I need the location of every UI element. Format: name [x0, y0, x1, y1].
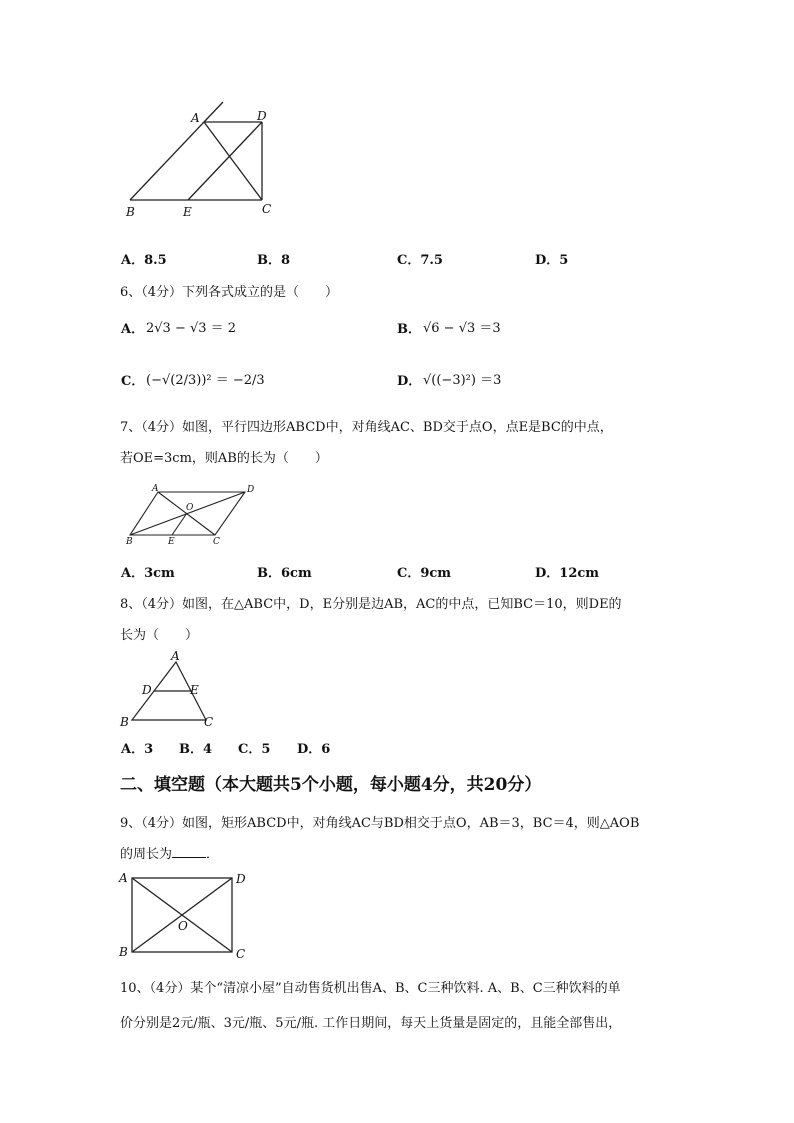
- q8-label-D: D: [142, 683, 152, 697]
- q8-label-A: A: [171, 649, 180, 663]
- q7-label-O: O: [186, 503, 194, 513]
- q7-label-E: E: [168, 537, 175, 547]
- q7-option-d: D．12cm: [535, 566, 600, 581]
- q7-option-a: A．3cm: [121, 566, 175, 581]
- q6-option-c-expr: (−√(2/3))² ＝ −2/3: [146, 373, 265, 388]
- q8-option-c: C．5: [238, 742, 271, 757]
- q6-option-a-expr: 2√3 − √3 ＝ 2: [146, 321, 237, 336]
- q6-option-b-label: B．: [397, 322, 421, 337]
- q8-option-a: A．3: [121, 742, 154, 757]
- q9-answer-blank[interactable]: [172, 845, 206, 858]
- q9-label-D: D: [236, 872, 246, 886]
- q9-stem-after: ．: [206, 847, 220, 862]
- q7-stem-line2: 若OE=3cm，则AB的长为（ ）: [120, 451, 328, 466]
- q8-option-d: D．6: [297, 742, 331, 757]
- q5-label-C: C: [262, 202, 272, 216]
- q5-label-E: E: [183, 205, 192, 219]
- q5-option-c: C．7.5: [397, 253, 443, 268]
- q9-stem-before: 的周长为: [120, 847, 173, 862]
- section-2-heading: 二、填空题（本大题共5个小题，每小题4分，共20分）: [120, 775, 542, 795]
- q9-label-C: C: [236, 947, 246, 961]
- q5-option-b: B．8: [257, 253, 291, 268]
- q6-option-d-expr: √((−3)²) ＝3: [423, 373, 502, 388]
- q8-stem-line2: 长为（ ）: [120, 628, 199, 643]
- q10-stem-line1: 10、（4分）某个“清凉小屋”自动售货机出售A、B、C三种饮料. A、B、C三种饮料的单: [120, 981, 621, 996]
- q6-option-c-label: C．: [121, 374, 145, 389]
- q9-stem-line1: 9、（4分）如图，矩形ABCD中，对角线AC与BD相交于点O，AB＝3，BC＝4，则△AOB: [120, 816, 640, 831]
- q9-label-O: O: [178, 919, 188, 933]
- q8-label-B: B: [120, 715, 129, 729]
- q7-figure: [125, 482, 265, 547]
- q5-option-a: A．8.5: [121, 253, 167, 268]
- q9-stem-line2: [120, 843, 219, 862]
- q6-option-a-label: A．: [121, 322, 145, 337]
- q7-label-D: D: [247, 485, 255, 495]
- q8-label-E: E: [190, 683, 199, 697]
- q8-stem-line1: 8、（4分）如图，在△ABC中，D，E分别是边AB，AC的中点，已知BC＝10，则DE的: [120, 597, 622, 612]
- q7-option-c: C．9cm: [397, 566, 452, 581]
- q6-option-d-label: D．: [397, 374, 422, 389]
- q8-figure: [118, 648, 218, 728]
- q7-label-B: B: [126, 537, 133, 547]
- q5-label-B: B: [126, 205, 135, 219]
- q5-option-d: D．5: [535, 253, 569, 268]
- q9-label-A: A: [119, 871, 128, 885]
- q5-figure: [120, 100, 280, 219]
- q8-label-C: C: [204, 715, 214, 729]
- q5-label-A: A: [191, 111, 200, 125]
- q9-figure: [118, 868, 258, 961]
- q7-option-b: B．6cm: [257, 566, 312, 581]
- q7-label-A: A: [152, 484, 159, 494]
- q6-option-b-expr: √6 − √3 ＝3: [423, 321, 501, 336]
- q9-label-B: B: [119, 945, 128, 959]
- q10-stem-line2: 价分别是2元/瓶、3元/瓶、5元/瓶. 工作日期间，每天上货量是固定的，且能全部售出，: [120, 1016, 622, 1031]
- q5-label-D: D: [257, 109, 267, 123]
- q7-stem-line1: 7、（4分）如图，平行四边形ABCD中，对角线AC、BD交于点O，点E是BC的中点，: [120, 420, 613, 435]
- q7-label-C: C: [213, 537, 220, 547]
- q8-option-b: B．4: [179, 742, 213, 757]
- q6-stem: 6、（4分）下列各式成立的是（ ）: [120, 285, 339, 300]
